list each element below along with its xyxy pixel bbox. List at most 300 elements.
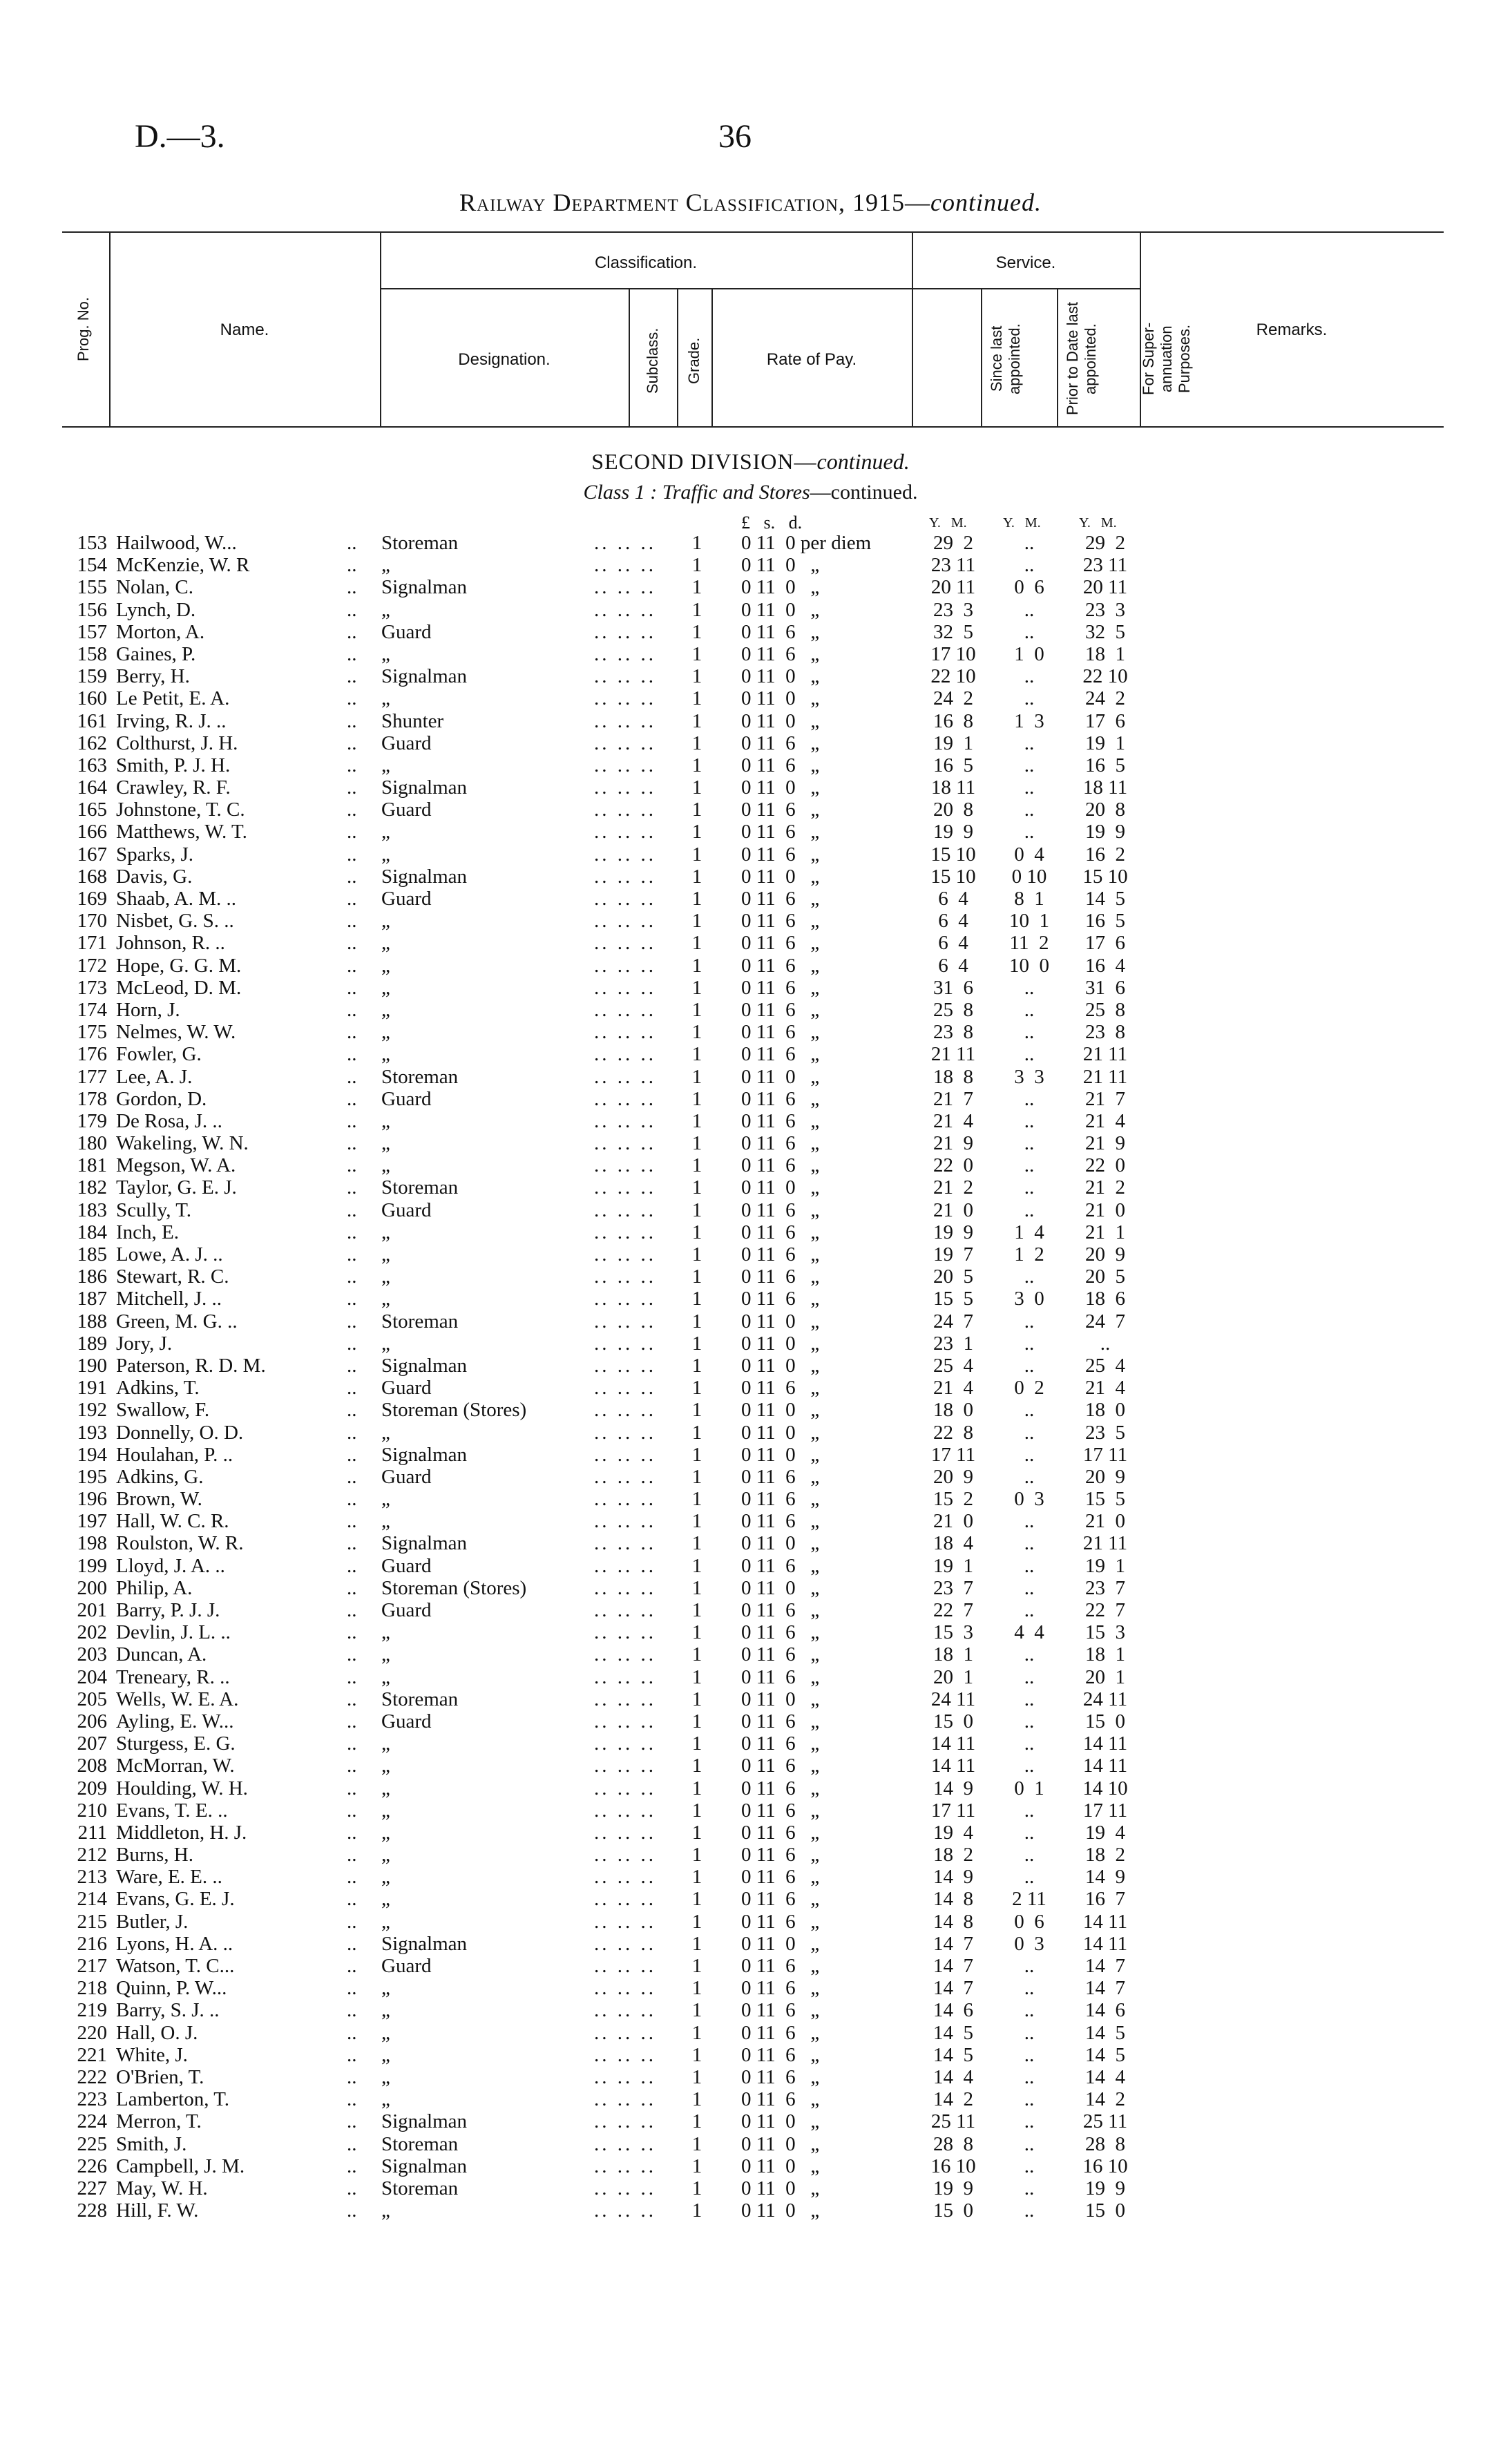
subclass: 1 xyxy=(691,687,702,710)
leader-dots: .. xyxy=(347,1288,357,1310)
staff-name: Shaab, A. M. .. xyxy=(116,888,236,910)
prog-no: 208 xyxy=(77,1755,107,1777)
superannuation: 21 4 xyxy=(1085,1109,1125,1132)
table-row xyxy=(0,1710,1501,1732)
since-last-appointed: 14 7 xyxy=(933,1977,973,2000)
designation: „ xyxy=(381,1621,390,1644)
prior-to-date: .. xyxy=(1024,1755,1035,1777)
since-last-appointed: 15 2 xyxy=(933,1488,973,1511)
subclass: 1 xyxy=(691,910,702,933)
prog-no: 169 xyxy=(77,888,107,910)
superannuation: 15 10 xyxy=(1082,865,1128,888)
superannuation: 20 1 xyxy=(1085,1665,1125,1688)
subclass: 1 xyxy=(691,1377,702,1400)
leader-dots: .. xyxy=(347,1777,357,1799)
prior-to-date: .. xyxy=(1024,1732,1035,1755)
since-last-appointed: 16 10 xyxy=(930,2155,976,2177)
table-row xyxy=(0,1043,1501,1065)
subclass: 1 xyxy=(691,1243,702,1266)
table-row xyxy=(0,1955,1501,1977)
designation: „ xyxy=(381,1866,390,1889)
designation: Guard xyxy=(381,1599,432,1621)
since-last-appointed: 22 7 xyxy=(933,1599,973,1621)
designation: „ xyxy=(381,2088,390,2111)
leader-dots: .. .. .. xyxy=(594,1354,656,1377)
staff-name: Lynch, D. xyxy=(116,598,196,621)
leader-dots: .. xyxy=(347,709,357,732)
rate-of-pay: 0 11 6 „ xyxy=(741,843,820,866)
rate-of-pay: 0 11 6 „ xyxy=(741,620,820,643)
designation: „ xyxy=(381,1421,390,1444)
subclass: 1 xyxy=(691,754,702,776)
leader-dots: .. .. .. xyxy=(594,1021,656,1044)
superannuation: 18 1 xyxy=(1085,1643,1125,1666)
subclass: 1 xyxy=(691,888,702,910)
since-last-appointed: 22 8 xyxy=(933,1421,973,1444)
designation: Signalman xyxy=(381,1932,468,1955)
leader-dots: .. xyxy=(347,2177,357,2199)
prog-no: 196 xyxy=(77,1488,107,1511)
rate-of-pay: 0 11 0 „ xyxy=(741,1421,820,1444)
prior-to-date: .. xyxy=(1024,1599,1035,1621)
superannuation: 16 7 xyxy=(1085,1888,1125,1911)
leader-dots: .. .. .. xyxy=(594,1755,656,1777)
subclass: 1 xyxy=(691,1777,702,1799)
designation: „ xyxy=(381,1643,390,1666)
superannuation: 24 2 xyxy=(1085,687,1125,710)
subclass: 1 xyxy=(691,2110,702,2133)
leader-dots: .. xyxy=(347,1510,357,1533)
leader-dots: .. xyxy=(347,1021,357,1044)
leader-dots: .. .. .. xyxy=(594,1643,656,1666)
staff-name: Sturgess, E. G. xyxy=(116,1732,236,1755)
prog-no: 183 xyxy=(77,1198,107,1221)
prior-to-date: .. xyxy=(1024,1132,1035,1155)
super-units: Y. M. xyxy=(1079,515,1117,531)
subclass: 1 xyxy=(691,1443,702,1466)
rate-of-pay: 0 11 6 „ xyxy=(741,1643,820,1666)
staff-name: Nelmes, W. W. xyxy=(116,1021,236,1044)
designation: Storeman xyxy=(381,532,459,554)
superannuation: 23 8 xyxy=(1085,1021,1125,1044)
prior-units: Y. M. xyxy=(1003,515,1041,531)
rate-of-pay: 0 11 6 „ xyxy=(741,1087,820,1110)
prior-to-date: .. xyxy=(1024,1510,1035,1533)
prior-to-date: 1 4 xyxy=(1014,1221,1044,1243)
rate-of-pay: 0 11 6 „ xyxy=(741,821,820,843)
staff-name: Wells, W. E. A. xyxy=(116,1688,239,1710)
leader-dots: .. xyxy=(347,1866,357,1889)
staff-name: Lee, A. J. xyxy=(116,1065,193,1088)
leader-dots: .. xyxy=(347,1599,357,1621)
since-last-appointed: 23 8 xyxy=(933,1021,973,1044)
subclass: 1 xyxy=(691,1176,702,1199)
staff-name: McLeod, D. M. xyxy=(116,976,242,999)
subclass: 1 xyxy=(691,1532,702,1555)
leader-dots: .. xyxy=(347,865,357,888)
staff-name: Lamberton, T. xyxy=(116,2088,230,2111)
rate-of-pay: 0 11 6 „ xyxy=(741,732,820,754)
superannuation: 21 11 xyxy=(1082,1043,1128,1066)
staff-name: Merron, T. xyxy=(116,2110,202,2133)
subclass: 1 xyxy=(691,1576,702,1599)
leader-dots: .. .. .. xyxy=(594,687,656,710)
prog-no: 203 xyxy=(77,1643,107,1666)
table-row xyxy=(0,1399,1501,1421)
table-row xyxy=(0,1532,1501,1554)
designation: „ xyxy=(381,687,390,710)
designation: Signalman xyxy=(381,1354,468,1377)
designation: Shunter xyxy=(381,709,444,732)
prior-to-date: .. xyxy=(1024,532,1035,554)
table-row xyxy=(0,1154,1501,1176)
designation: Signalman xyxy=(381,2155,468,2177)
table-row xyxy=(0,866,1501,888)
table-row xyxy=(0,1866,1501,1888)
leader-dots: .. .. .. xyxy=(594,910,656,933)
since-last-appointed: 6 4 xyxy=(938,888,968,910)
leader-dots: .. .. .. xyxy=(594,1955,656,1977)
designation: Guard xyxy=(381,799,432,821)
leader-dots: .. .. .. xyxy=(594,2199,656,2222)
subclass: 1 xyxy=(691,642,702,665)
superannuation: 18 2 xyxy=(1085,1844,1125,1866)
leader-dots: .. .. .. xyxy=(594,1399,656,1422)
staff-name: Campbell, J. M. xyxy=(116,2155,245,2177)
prior-to-date: .. xyxy=(1024,976,1035,999)
subclass: 1 xyxy=(691,1154,702,1177)
staff-name: Houlding, W. H. xyxy=(116,1777,248,1799)
leader-dots: .. .. .. xyxy=(594,1576,656,1599)
prog-no: 222 xyxy=(77,2065,107,2088)
staff-name: Lowe, A. J. .. xyxy=(116,1243,223,1266)
prior-to-date: .. xyxy=(1024,1154,1035,1177)
table-row xyxy=(0,1199,1501,1221)
prog-no: 202 xyxy=(77,1621,107,1644)
leader-dots: .. xyxy=(347,2155,357,2177)
subclass: 1 xyxy=(691,1288,702,1310)
leader-dots: .. .. .. xyxy=(594,1332,656,1355)
prior-to-date: .. xyxy=(1024,1354,1035,1377)
designation: „ xyxy=(381,954,390,977)
since-last-appointed: 21 4 xyxy=(933,1377,973,1400)
rate-of-pay: 0 11 6 „ xyxy=(741,998,820,1021)
prog-no: 189 xyxy=(77,1332,107,1355)
prior-to-date: 11 2 xyxy=(1009,932,1049,955)
superannuation: 14 6 xyxy=(1085,1999,1125,2022)
table-row xyxy=(0,754,1501,776)
leader-dots: .. xyxy=(347,532,357,554)
leader-dots: .. xyxy=(347,1576,357,1599)
since-last-appointed: 25 8 xyxy=(933,998,973,1021)
prior-to-date: .. xyxy=(1024,2043,1035,2066)
prior-to-date: 0 6 xyxy=(1014,576,1044,599)
superannuation: 14 10 xyxy=(1082,1777,1128,1799)
prior-to-date: .. xyxy=(1024,799,1035,821)
prog-no: 194 xyxy=(77,1443,107,1466)
table-row xyxy=(0,2066,1501,2088)
leader-dots: .. xyxy=(347,1421,357,1444)
leader-dots: .. .. .. xyxy=(594,598,656,621)
table-row xyxy=(0,1422,1501,1444)
superannuation: 23 5 xyxy=(1085,1421,1125,1444)
subclass: 1 xyxy=(691,1109,702,1132)
since-last-appointed: 14 9 xyxy=(933,1866,973,1889)
superannuation: 22 10 xyxy=(1082,665,1128,688)
subclass: 1 xyxy=(691,1332,702,1355)
table-row xyxy=(0,1643,1501,1665)
leader-dots: .. xyxy=(347,2199,357,2222)
leader-dots: .. .. .. xyxy=(594,2065,656,2088)
subclass: 1 xyxy=(691,1087,702,1110)
prog-no: 157 xyxy=(77,620,107,643)
since-units: Y. M. xyxy=(929,515,967,531)
prior-to-date: .. xyxy=(1024,1465,1035,1488)
prog-no: 209 xyxy=(77,1777,107,1799)
staff-name: McKenzie, W. R xyxy=(116,554,250,577)
leader-dots: .. xyxy=(347,1665,357,1688)
designation: Storeman xyxy=(381,2177,459,2199)
designation: Storeman (Stores) xyxy=(381,1576,527,1599)
subclass: 1 xyxy=(691,1955,702,1977)
subclass: 1 xyxy=(691,998,702,1021)
superannuation: 14 11 xyxy=(1082,1732,1128,1755)
prog-no: 162 xyxy=(77,732,107,754)
subclass: 1 xyxy=(691,1488,702,1511)
leader-dots: .. xyxy=(347,1443,357,1466)
since-last-appointed: 25 11 xyxy=(930,2110,976,2133)
superannuation: 31 6 xyxy=(1085,976,1125,999)
leader-dots: .. xyxy=(347,954,357,977)
superannuation: 16 10 xyxy=(1082,2155,1128,2177)
leader-dots: .. .. .. xyxy=(594,1532,656,1555)
prior-to-date: .. xyxy=(1024,1198,1035,1221)
since-last-appointed: 15 10 xyxy=(930,843,976,866)
subclass: 1 xyxy=(691,1910,702,1933)
staff-name: Hope, G. G. M. xyxy=(116,954,242,977)
rate-of-pay: 0 11 6 „ xyxy=(741,1221,820,1243)
since-last-appointed: 19 1 xyxy=(933,1554,973,1577)
col-service: Service. xyxy=(995,254,1056,272)
leader-dots: .. xyxy=(347,598,357,621)
table-row xyxy=(0,1755,1501,1777)
leader-dots: .. xyxy=(347,1688,357,1710)
leader-dots: .. .. .. xyxy=(594,2177,656,2199)
subclass: 1 xyxy=(691,554,702,577)
staff-name: Matthews, W. T. xyxy=(116,821,247,843)
designation: Guard xyxy=(381,888,432,910)
rate-of-pay: 0 11 6 „ xyxy=(741,1132,820,1155)
staff-name: O'Brien, T. xyxy=(116,2065,204,2088)
since-last-appointed: 21 2 xyxy=(933,1176,973,1199)
superannuation: 19 4 xyxy=(1085,1821,1125,1844)
title-continued: continued. xyxy=(930,189,1042,216)
subclass: 1 xyxy=(691,1021,702,1044)
prior-to-date: .. xyxy=(1024,1999,1035,2022)
staff-name: Sparks, J. xyxy=(116,843,193,866)
staff-name: White, J. xyxy=(116,2043,188,2066)
superannuation: 23 7 xyxy=(1085,1576,1125,1599)
rate-of-pay: 0 11 6 „ xyxy=(741,1866,820,1889)
staff-name: Irving, R. J. .. xyxy=(116,709,227,732)
staff-name: Devlin, J. L. .. xyxy=(116,1621,231,1644)
staff-name: Morton, A. xyxy=(116,620,205,643)
prior-to-date: .. xyxy=(1024,1576,1035,1599)
rate-of-pay: 0 11 6 „ xyxy=(741,642,820,665)
rate-of-pay: 0 11 0 „ xyxy=(741,1688,820,1710)
leader-dots: .. xyxy=(347,2110,357,2133)
leader-dots: .. .. .. xyxy=(594,1732,656,1755)
table-row xyxy=(0,2088,1501,2110)
rate-of-pay: 0 11 6 „ xyxy=(741,1465,820,1488)
superannuation: 14 11 xyxy=(1082,1910,1128,1933)
staff-name: Smith, P. J. H. xyxy=(116,754,231,776)
superannuation: 21 0 xyxy=(1085,1510,1125,1533)
subclass: 1 xyxy=(691,732,702,754)
prog-no: 213 xyxy=(77,1866,107,1889)
designation: Guard xyxy=(381,1198,432,1221)
table-row xyxy=(0,910,1501,932)
prog-no: 225 xyxy=(77,2132,107,2155)
superannuation: 19 9 xyxy=(1085,821,1125,843)
prior-to-date: .. xyxy=(1024,1332,1035,1355)
prior-to-date: 1 0 xyxy=(1014,642,1044,665)
subclass: 1 xyxy=(691,598,702,621)
table-row xyxy=(0,1310,1501,1333)
designation: „ xyxy=(381,1844,390,1866)
rate-of-pay: 0 11 6 „ xyxy=(741,1888,820,1911)
table-row xyxy=(0,1888,1501,1910)
designation: „ xyxy=(381,821,390,843)
superannuation: 21 11 xyxy=(1082,1065,1128,1088)
subclass: 1 xyxy=(691,799,702,821)
table-row xyxy=(0,1933,1501,1955)
prog-no: 164 xyxy=(77,776,107,799)
table-row xyxy=(0,554,1501,576)
prog-no: 187 xyxy=(77,1288,107,1310)
prior-to-date: .. xyxy=(1024,2088,1035,2111)
since-last-appointed: 14 11 xyxy=(930,1755,976,1777)
prog-no: 160 xyxy=(77,687,107,710)
superannuation: 14 5 xyxy=(1085,888,1125,910)
leader-dots: .. .. .. xyxy=(594,1087,656,1110)
designation: „ xyxy=(381,1977,390,2000)
staff-name: Donnelly, O. D. xyxy=(116,1421,244,1444)
prior-to-date: .. xyxy=(1024,1443,1035,1466)
prog-no: 163 xyxy=(77,754,107,776)
prog-no: 155 xyxy=(77,576,107,599)
superannuation: 20 9 xyxy=(1085,1243,1125,1266)
division-heading xyxy=(0,449,1501,475)
superannuation: 19 1 xyxy=(1085,1554,1125,1577)
table-row xyxy=(0,2133,1501,2155)
designation: „ xyxy=(381,1799,390,1822)
designation: „ xyxy=(381,598,390,621)
subclass: 1 xyxy=(691,976,702,999)
designation: „ xyxy=(381,1109,390,1132)
leader-dots: .. .. .. xyxy=(594,1243,656,1266)
column-header xyxy=(62,231,1444,428)
prior-to-date: .. xyxy=(1024,1421,1035,1444)
col-rate-of-pay: Rate of Pay. xyxy=(766,350,857,369)
prior-to-date: .. xyxy=(1024,2065,1035,2088)
prog-no: 177 xyxy=(77,1065,107,1088)
designation: „ xyxy=(381,998,390,1021)
designation: „ xyxy=(381,1755,390,1777)
table-row xyxy=(0,1577,1501,1599)
prog-no: 210 xyxy=(77,1799,107,1822)
superannuation: 21 2 xyxy=(1085,1176,1125,1199)
prior-to-date: .. xyxy=(1024,687,1035,710)
since-last-appointed: 6 4 xyxy=(938,932,968,955)
prog-no: 180 xyxy=(77,1132,107,1155)
rate-of-pay: 0 11 6 „ xyxy=(741,2088,820,2111)
staff-name: Adkins, T. xyxy=(116,1377,200,1400)
rate-of-pay: 0 11 6 „ xyxy=(741,1665,820,1688)
prog-no: 167 xyxy=(77,843,107,866)
subclass: 1 xyxy=(691,2065,702,2088)
prog-no: 217 xyxy=(77,1955,107,1977)
superannuation: 15 5 xyxy=(1085,1488,1125,1511)
rate-of-pay: 0 11 0 „ xyxy=(741,1065,820,1088)
subclass: 1 xyxy=(691,1510,702,1533)
division-continued: continued. xyxy=(816,449,910,474)
table-row xyxy=(0,732,1501,754)
class-name: Traffic and Stores xyxy=(662,481,810,504)
leader-dots: .. .. .. xyxy=(594,1176,656,1199)
rate-of-pay: 0 11 0 „ xyxy=(741,2177,820,2199)
table-row xyxy=(0,1732,1501,1755)
leader-dots: .. xyxy=(347,1910,357,1933)
prog-no: 228 xyxy=(77,2199,107,2222)
staff-name: Lloyd, J. A. .. xyxy=(116,1554,225,1577)
designation: „ xyxy=(381,1132,390,1155)
prior-to-date: 2 11 xyxy=(1012,1888,1046,1911)
superannuation: 18 0 xyxy=(1085,1399,1125,1422)
leader-dots: .. xyxy=(347,799,357,821)
designation: „ xyxy=(381,843,390,866)
leader-dots: .. xyxy=(347,1310,357,1333)
rate-of-pay: 0 11 6 „ xyxy=(741,1821,820,1844)
leader-dots: .. .. .. xyxy=(594,1288,656,1310)
superannuation: 20 11 xyxy=(1082,576,1128,599)
leader-dots: .. .. .. xyxy=(594,576,656,599)
designation: „ xyxy=(381,1999,390,2022)
prog-no: 191 xyxy=(77,1377,107,1400)
leader-dots: .. xyxy=(347,665,357,688)
prog-no: 221 xyxy=(77,2043,107,2066)
prior-to-date: .. xyxy=(1024,1554,1035,1577)
prior-to-date: 0 1 xyxy=(1014,1777,1044,1799)
rate-of-pay: 0 11 6 „ xyxy=(741,1377,820,1400)
leader-dots: .. xyxy=(347,1243,357,1266)
since-last-appointed: 21 9 xyxy=(933,1132,973,1155)
staff-name: Gordon, D. xyxy=(116,1087,207,1110)
superannuation: 14 2 xyxy=(1085,2088,1125,2111)
leader-dots: .. xyxy=(347,1977,357,2000)
col-remarks: Remarks. xyxy=(1256,321,1328,339)
prior-to-date: .. xyxy=(1024,1176,1035,1199)
subclass: 1 xyxy=(691,2177,702,2199)
table-row xyxy=(0,665,1501,687)
leader-dots: .. xyxy=(347,1955,357,1977)
prior-to-date: .. xyxy=(1024,821,1035,843)
superannuation: 17 11 xyxy=(1082,1443,1128,1466)
since-last-appointed: 20 9 xyxy=(933,1465,973,1488)
since-last-appointed: 21 7 xyxy=(933,1087,973,1110)
since-last-appointed: 21 0 xyxy=(933,1198,973,1221)
prog-no: 190 xyxy=(77,1354,107,1377)
